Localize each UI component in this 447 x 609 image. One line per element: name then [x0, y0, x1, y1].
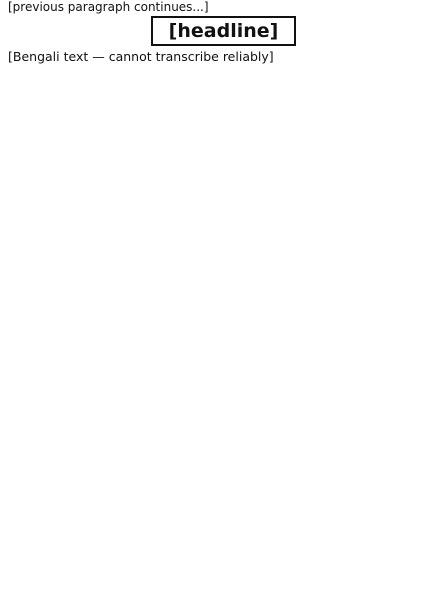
headline-container: [8, 16, 439, 46]
previous-paragraph-tail: [previous paragraph continues...]: [8, 0, 209, 14]
article-body: [Bengali text — cannot transcribe reliably]: [8, 49, 274, 64]
article-headline: [headline]: [151, 16, 297, 46]
